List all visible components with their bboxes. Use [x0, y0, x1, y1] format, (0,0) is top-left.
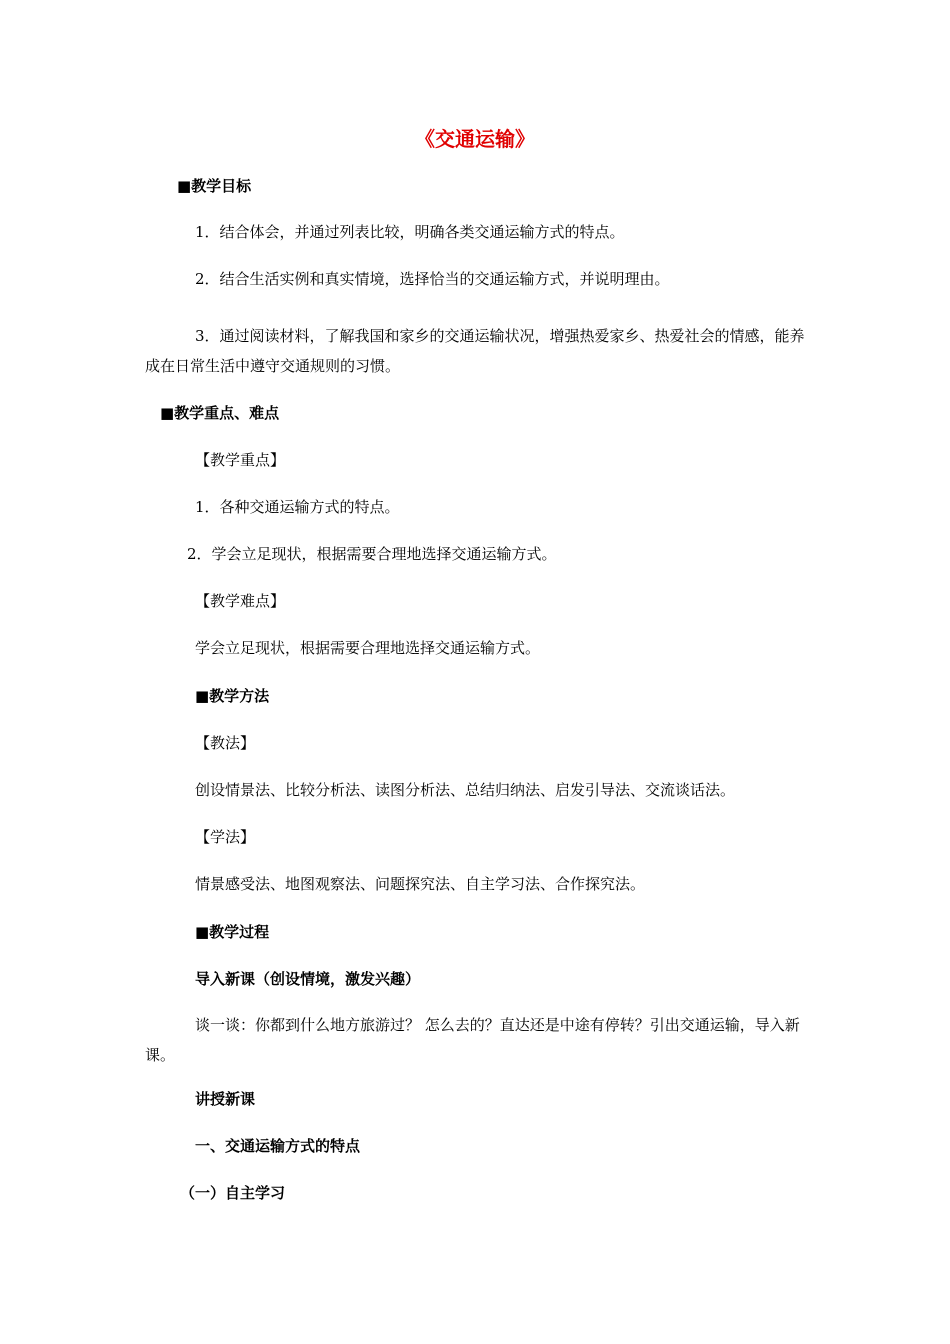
difficulty-text: 学会立足现状，根据需要合理地选择交通运输方式。: [195, 639, 541, 657]
document-title: 《交通运输》: [415, 127, 535, 151]
subsection-1-heading: （一）自主学习: [180, 1184, 286, 1202]
goal-item-1: 1．结合体会，并通过列表比较，明确各类交通运输方式的特点。: [195, 223, 625, 241]
teaching-method-text: 创设情景法、比较分析法、读图分析法、总结归纳法、启发引导法、交流谈话法。: [195, 781, 736, 799]
key-points-label: 【教学重点】: [195, 451, 286, 469]
goal-item-2: 2．结合生活实例和真实情境，选择恰当的交通运输方式，并说明理由。: [195, 270, 670, 288]
goal-item-3: 3．通过阅读材料，了解我国和家乡的交通运输状况，增强热爱家乡、热爱社会的情感，能养成在日常生活中遵守交通规则的习惯。: [145, 327, 805, 375]
section-1-heading: 一、交通运输方式的特点: [195, 1137, 361, 1155]
section-heading-process: ■教学过程: [195, 923, 270, 941]
learning-method-label: 【学法】: [195, 828, 256, 846]
intro-heading: 导入新课（创设情境，激发兴趣）: [195, 970, 421, 988]
section-heading-key-points: ■教学重点、难点: [160, 404, 280, 422]
key-point-item-1: 1．各种交通运输方式的特点。: [195, 498, 400, 516]
new-lesson-heading: 讲授新课: [195, 1090, 256, 1108]
intro-text: 谈一谈：你都到什么地方旅游过？ 怎么去的？直达还是中途有停转？引出交通运输，导入新课。: [145, 1016, 800, 1064]
section-heading-goals: ■教学目标: [177, 177, 252, 195]
learning-method-text: 情景感受法、地图观察法、问题探究法、自主学习法、合作探究法。: [195, 875, 646, 893]
teaching-method-label: 【教法】: [195, 734, 256, 752]
key-point-item-2: 2．学会立足现状，根据需要合理地选择交通运输方式。: [187, 545, 557, 563]
section-heading-methods: ■教学方法: [195, 687, 270, 705]
difficulty-label: 【教学难点】: [195, 592, 286, 610]
